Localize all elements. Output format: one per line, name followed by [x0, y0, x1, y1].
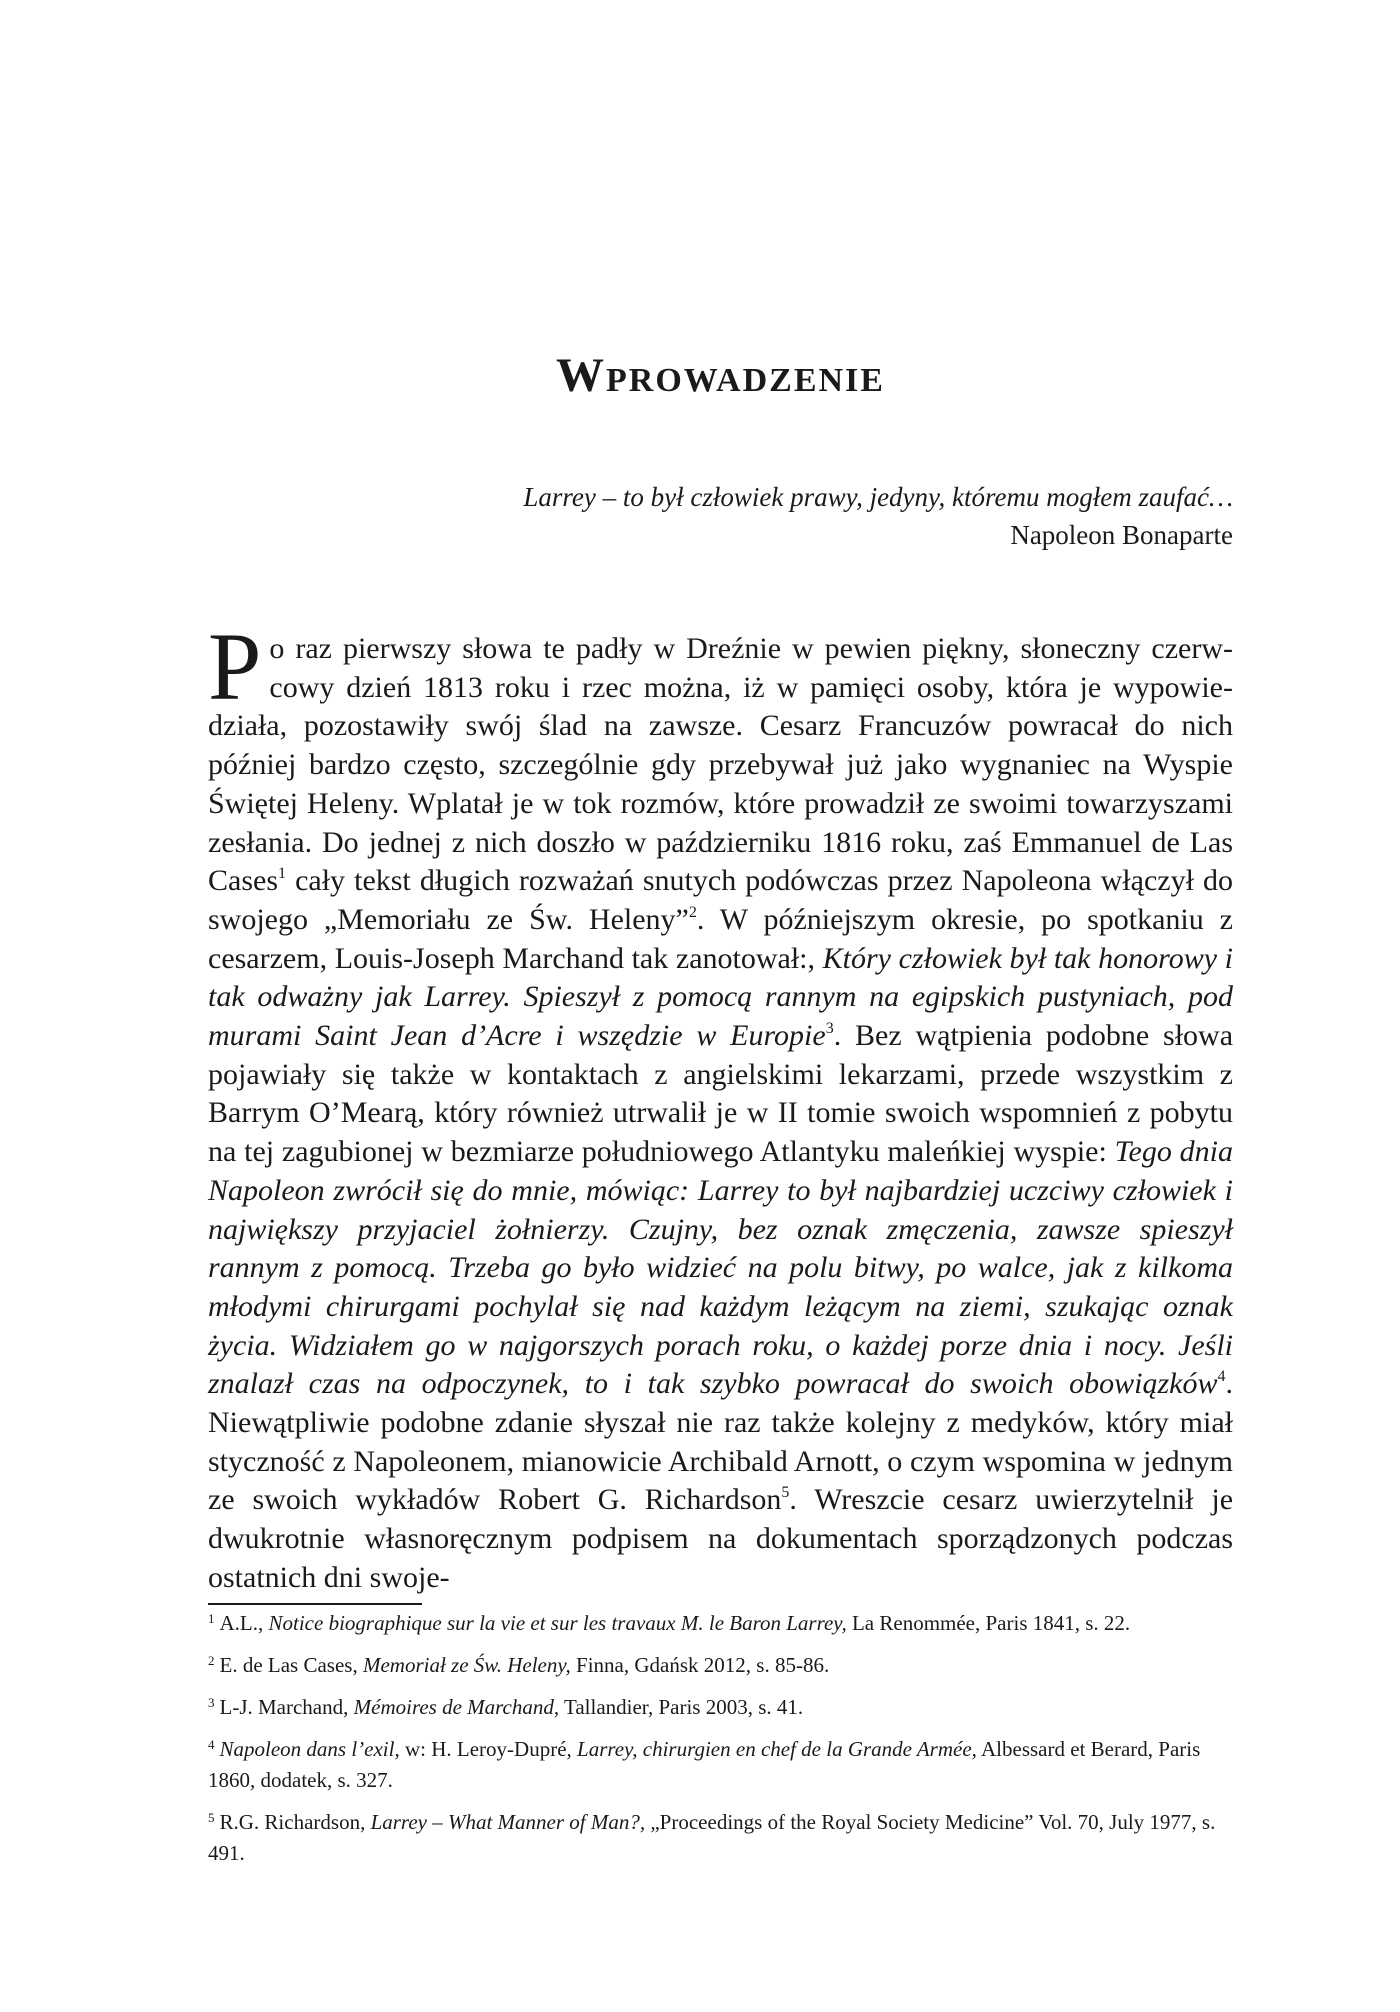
footnote-divider	[208, 1603, 422, 1605]
body-text	[208, 613, 1234, 1598]
footnote-number: 2	[208, 1653, 215, 1668]
footnote-ref-5: 5	[781, 1484, 790, 1502]
footnote-ref-2: 2	[688, 903, 697, 921]
footnote-author: E. de Las Cases,	[219, 1653, 363, 1677]
footnote-5	[208, 1807, 1233, 1869]
footnote-publication: Tallandier, Paris 2003, s. 41.	[559, 1695, 804, 1719]
footnote-author: L-J. Marchand,	[219, 1695, 354, 1719]
footnote-4	[208, 1734, 1233, 1796]
footnote-title: Napoleon dans l’exil	[219, 1737, 395, 1761]
epigraph	[333, 478, 1233, 554]
epigraph-author: Napoleon Bonaparte	[1010, 520, 1233, 550]
chapter-title: Wprowadzenie	[556, 349, 885, 402]
footnote-title: Memoriał ze Św. Heleny,	[362, 1653, 571, 1677]
footnote-ref-1: 1	[278, 865, 286, 883]
body-paragraph	[208, 613, 1234, 1598]
epigraph-quote: Larrey – to był człowiek prawy, jedyny, któremu mogłem zaufać…	[523, 482, 1233, 512]
footnote-title: Notice biographique sur la vie et sur les travaux M. le Baron Larrey,	[268, 1611, 847, 1635]
footnote-2	[208, 1650, 1233, 1681]
footnote-publication: La Renommée, Paris 1841, s. 22.	[846, 1611, 1131, 1635]
footnote-ref-4: 4	[1217, 1368, 1226, 1386]
body-sentence-3: . W późniejszym okresie, po spotkaniu z cesarzem, Louis-Joseph Marchand tak zanotował:,	[208, 902, 1234, 975]
quote-marchand: Który człowiek był tak honorowy i tak odważny jak Larrey. Spieszył z pomocą rannym na egipskich pustyniach, pod murami Saint Jean d’Acre i wszędzie w Europie	[208, 941, 1233, 1053]
footnote-publication: Albessard et Berard, Paris 1860, dodatek, s. 327.	[208, 1737, 1201, 1792]
book-page	[208, 0, 1233, 2012]
footnote-number: 1	[208, 1611, 215, 1626]
footnote-1	[208, 1608, 1233, 1639]
footnote-author: A.L.,	[219, 1611, 269, 1635]
body-sentence-1: o raz pierwszy słowa te padły w Dreźnie w pewien piękny, słoneczny czerwcowy dzień 1813 roku i rzec można, iż w pamięci osoby, która je wypowiedziała, pozostawiły swój ślad na zawsze. Cesarz Francuzów powracał do nich później bardzo często, szczególnie gdy przebywał już jako wygnaniec na Wyspie Świętej Heleny. Wplatał je w tok rozmów, które prowadził ze swoimi towarzyszami zesłania. Do jednej z nich doszło w październiku 1816 roku, zaś Emmanuel de Las Cases	[208, 632, 1233, 898]
body-sentence-5: . Niewątpliwie podobne zdanie słyszał nie raz także kolejny z medyków, który miał styczność z Napoleonem, mianowicie Archibald Arnott, o czym wspomina w jednym ze swoich wykładów Robert G. Richardson	[208, 1367, 1233, 1517]
footnote-3	[208, 1692, 1233, 1723]
footnote-publication: Finna, Gdańsk 2012, s. 85-86.	[570, 1653, 830, 1677]
drop-cap: P	[208, 613, 262, 720]
footnote-number: 5	[208, 1810, 215, 1825]
body-sentence-4: . Bez wątpienia podobne słowa pojawiały się także w kontaktach z angielskimi lekarzami, przede wszystkim z Barrym O’Mearą, który również utrwalił je w II tomie swoich wspomnień z pobytu na tej zagubionej w bezmiarze południowego Atlantyku maleńkiej wyspie:	[208, 1019, 1234, 1169]
footnote-ref-3: 3	[825, 1020, 834, 1038]
footnote-title: Mémoires de Marchand,	[353, 1695, 560, 1719]
footnote-number: 3	[208, 1695, 215, 1710]
footnote-author: R.G. Richardson,	[219, 1810, 371, 1834]
footnote-title-2: Larrey, chirurgien en chef de la Grande Armée,	[577, 1737, 977, 1761]
footnote-title: Larrey – What Manner of Man?,	[370, 1810, 646, 1834]
footnotes	[208, 1608, 1233, 1880]
footnote-publication: „Proceedings of the Royal Society Medicine” Vol. 70, July 1977, s. 491.	[208, 1810, 1216, 1865]
body-sentence-6: . Wreszcie cesarz uwierzytelnił je dwukrotnie własnoręcznym podpisem na dokumentach sporządzonych podczas ostatnich dni swoje-	[208, 1483, 1234, 1594]
quote-omeara: Tego dnia Napoleon zwrócił się do mnie, mówiąc: Larrey to był najbardziej uczciwy człowiek i największy przyjaciel żołnierzy. Czujny, bez oznak zmęczenia, zawsze spieszył rannym z pomocą. Trzeba go było widzieć na polu bitwy, po walce, jak z kilkoma młodymi chirurgami pochylał się nad każdym leżącym na ziemi, szukając oznak życia. Widziałem go w najgorszych porach roku, o każdej porze dnia i nocy. Jeśli znalazł czas na odpoczynek, to i tak szybko powracał do swoich obowiązków	[208, 1135, 1233, 1401]
footnote-editor: , w: H. Leroy-Dupré,	[394, 1737, 578, 1761]
body-sentence-2: cały tekst długich rozważań snutych podówczas przez Napoleona włączył do swojego „Memoriału ze Św. Heleny”	[208, 864, 1233, 936]
footnote-number: 4	[208, 1737, 215, 1752]
